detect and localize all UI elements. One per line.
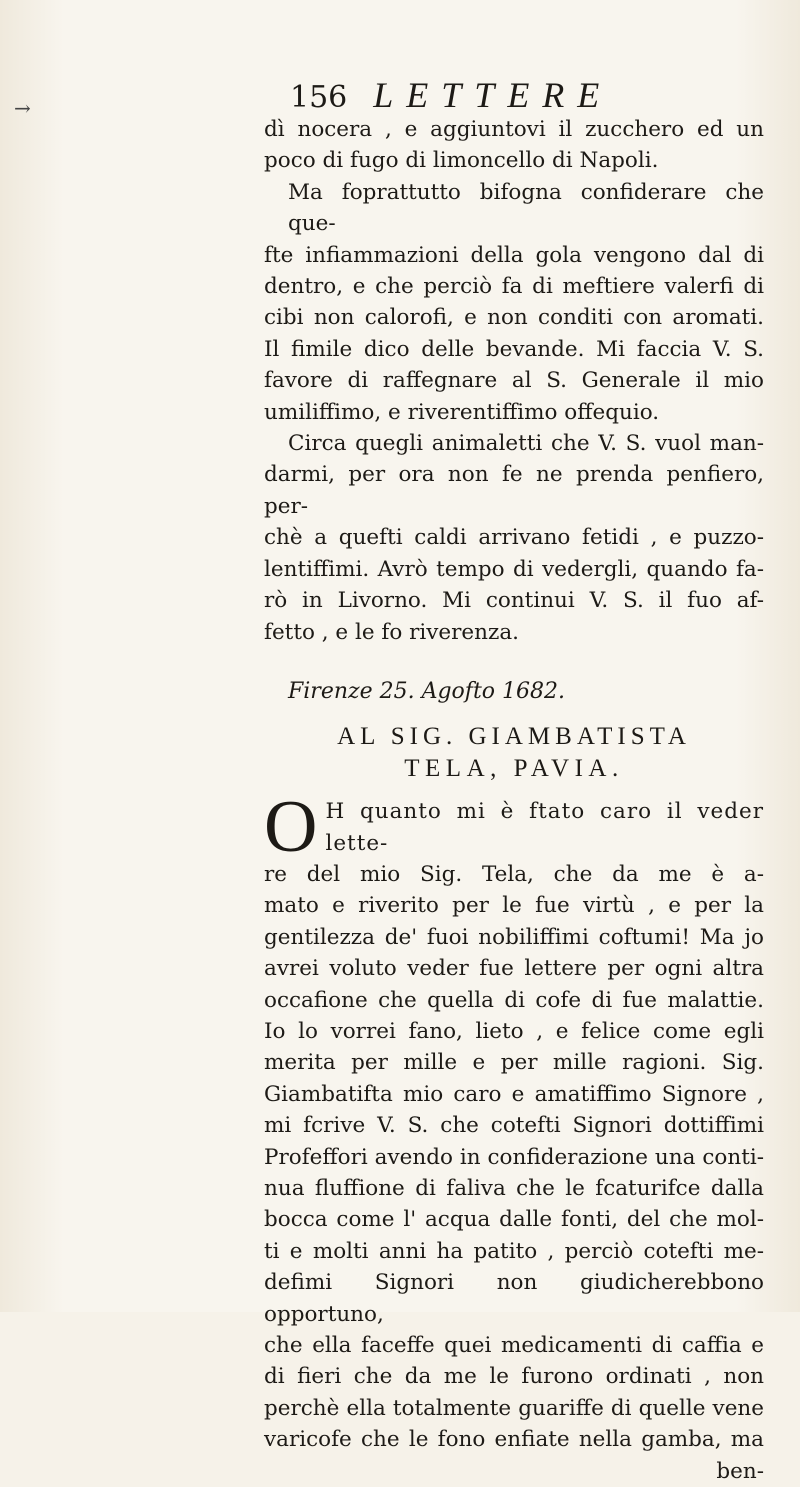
text-line: cibi non calorofi, e non conditi con aromati. — [264, 305, 764, 331]
text-line: defimi Signori non giudicherebbono opportuno, — [264, 1270, 764, 1327]
paragraph-2 — [264, 177, 764, 428]
text-line: varicofe che le fono enfiate nella gamba, ma — [264, 1427, 764, 1453]
text-line: perchè ella totalmente guariffe di quelle vene — [264, 1395, 764, 1421]
text-line: mi fcrive V. S. che cotefti Signori dottiffimi — [264, 1113, 764, 1139]
text-line: rò in Livorno. Mi continui V. S. il fuo af- — [264, 588, 764, 614]
text-line: mato e riverito per le fue virtù , e per la — [264, 893, 764, 919]
text-line: di fieri che da me le furono ordinati , non — [264, 1364, 764, 1390]
text-line: Giambatifta mio caro e amatiffimo Signore , — [264, 1081, 764, 1107]
text-line: avrei voluto veder fue lettere per ogni altra — [264, 956, 764, 982]
body-text — [264, 114, 764, 1487]
letter-body — [264, 786, 764, 1487]
text-line: Profeffori avendo in confiderazione una conti- — [264, 1144, 764, 1170]
text-line: fetto , e le fo riverenza. — [264, 619, 519, 645]
text-line: merita per mille e per mille ragioni. Sig. — [264, 1050, 764, 1076]
text-line: Ma foprattutto bifogna confiderare che que- — [288, 179, 764, 237]
text-line: gentilezza de' fuoi nobiliffimi coftumi! Ma jo — [264, 924, 764, 950]
margin-mark: → — [14, 96, 31, 120]
text-line: dentro, e che perciò fa di meftiere valerfi di — [264, 274, 764, 300]
text-line: Circa quegli animaletti che V. S. vuol man- — [288, 431, 764, 457]
text-line: nua fluffione di faliva che le fcaturifce dalla — [264, 1176, 764, 1201]
text-line: poco di fugo di limoncello di Napoli. — [264, 148, 659, 174]
text-line: dì nocera , e aggiuntovi il zucchero ed un — [264, 117, 764, 142]
text-line: bocca come l' acqua dalle fonti, del che mol- — [264, 1207, 764, 1233]
letter-heading: AL SIG. GIAMBATISTA — [337, 723, 691, 751]
text-line: occafione che quella di cofe di fue malattie. — [264, 987, 764, 1013]
text-line: H quanto mi è ftato caro il veder lette- — [325, 799, 764, 856]
catchword: ben- — [716, 1458, 764, 1484]
text-line: lentiffimi. Avrò tempo di vedergli, quando fa- — [264, 556, 764, 582]
text-line: darmi, per ora non fe ne prenda penfiero, per- — [264, 462, 764, 519]
text-line: chè a quefti caldi arrivano fetidi , e puzzo- — [264, 525, 764, 551]
text-line: Il fimile dico delle bevande. Mi faccia V. S. — [264, 336, 764, 362]
text-line: favore di raffegnare al S. Generale il mio — [264, 368, 764, 394]
text-line: fte infiammazioni della gola vengono dal di — [264, 242, 764, 268]
page-header — [290, 74, 612, 116]
drop-cap: O — [264, 786, 318, 869]
letter-heading-recipient: TELA, PAVIA. — [404, 754, 624, 782]
paragraph-3 — [264, 428, 764, 648]
text-line: ti e molti anni ha patito , perciò cotefti me- — [264, 1238, 764, 1264]
text-line: re del mio Sig. Tela, che da me è a- — [264, 861, 764, 887]
page-number: 156 — [290, 80, 348, 115]
text-line: che ella faceffe quei medicamenti di caffia e — [264, 1333, 764, 1359]
dateline: Firenze 25. Agofto 1682. — [288, 678, 566, 704]
text-line: umiliffimo, e riverentiffimo offequio. — [264, 399, 660, 425]
running-title: LETTERE — [373, 75, 613, 115]
paragraph-1 — [264, 114, 764, 177]
text-line: Io lo vorrei fano, lieto , e felice come egli — [264, 1018, 764, 1044]
